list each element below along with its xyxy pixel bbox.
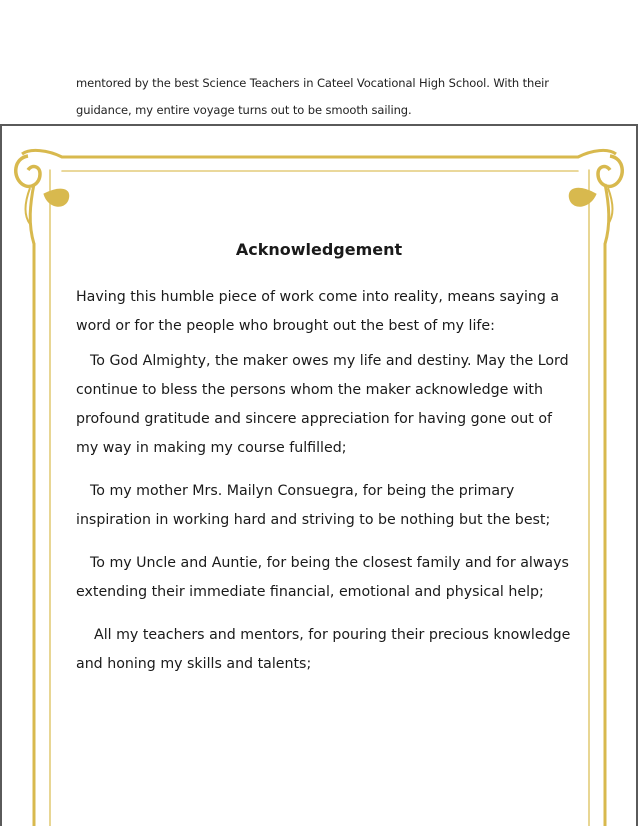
intro-paragraph: Having this humble piece of work come into reality, means saying a word or for the people who brought out the best of my life: [76,289,560,334]
corner-ornament-top-left [16,150,69,244]
previous-page-line-1: mentored by the best Science Teachers in Cateel Vocational High School. With their [76,76,549,90]
paragraph-teachers: All my teachers and mentors, for pouring their precious knowledge and honing my skills and talents; [76,627,571,672]
page-title: Acknowledgement [235,240,403,259]
acknowledgement-body [76,283,576,693]
corner-ornament-top-right [569,150,622,244]
previous-page-text [76,70,576,124]
paragraph-mother: To my mother Mrs. Mailyn Consuegra, for being the primary inspiration in working hard and striving to be nothing but the best; [76,483,551,528]
paragraph-uncle-auntie: To my Uncle and Auntie, for being the closest family and for always extending their immediate financial, emotional and physical help; [76,555,569,600]
previous-page-line-2: guidance, my entire voyage turns out to be smooth sailing. [76,103,412,117]
paragraph-god: To God Almighty, the maker owes my life and destiny. May the Lord continue to bless the persons whom the maker acknowledge with profound gratitude and sincere appreciation for having gone out of my way in making my course fulfilled; [76,353,569,456]
